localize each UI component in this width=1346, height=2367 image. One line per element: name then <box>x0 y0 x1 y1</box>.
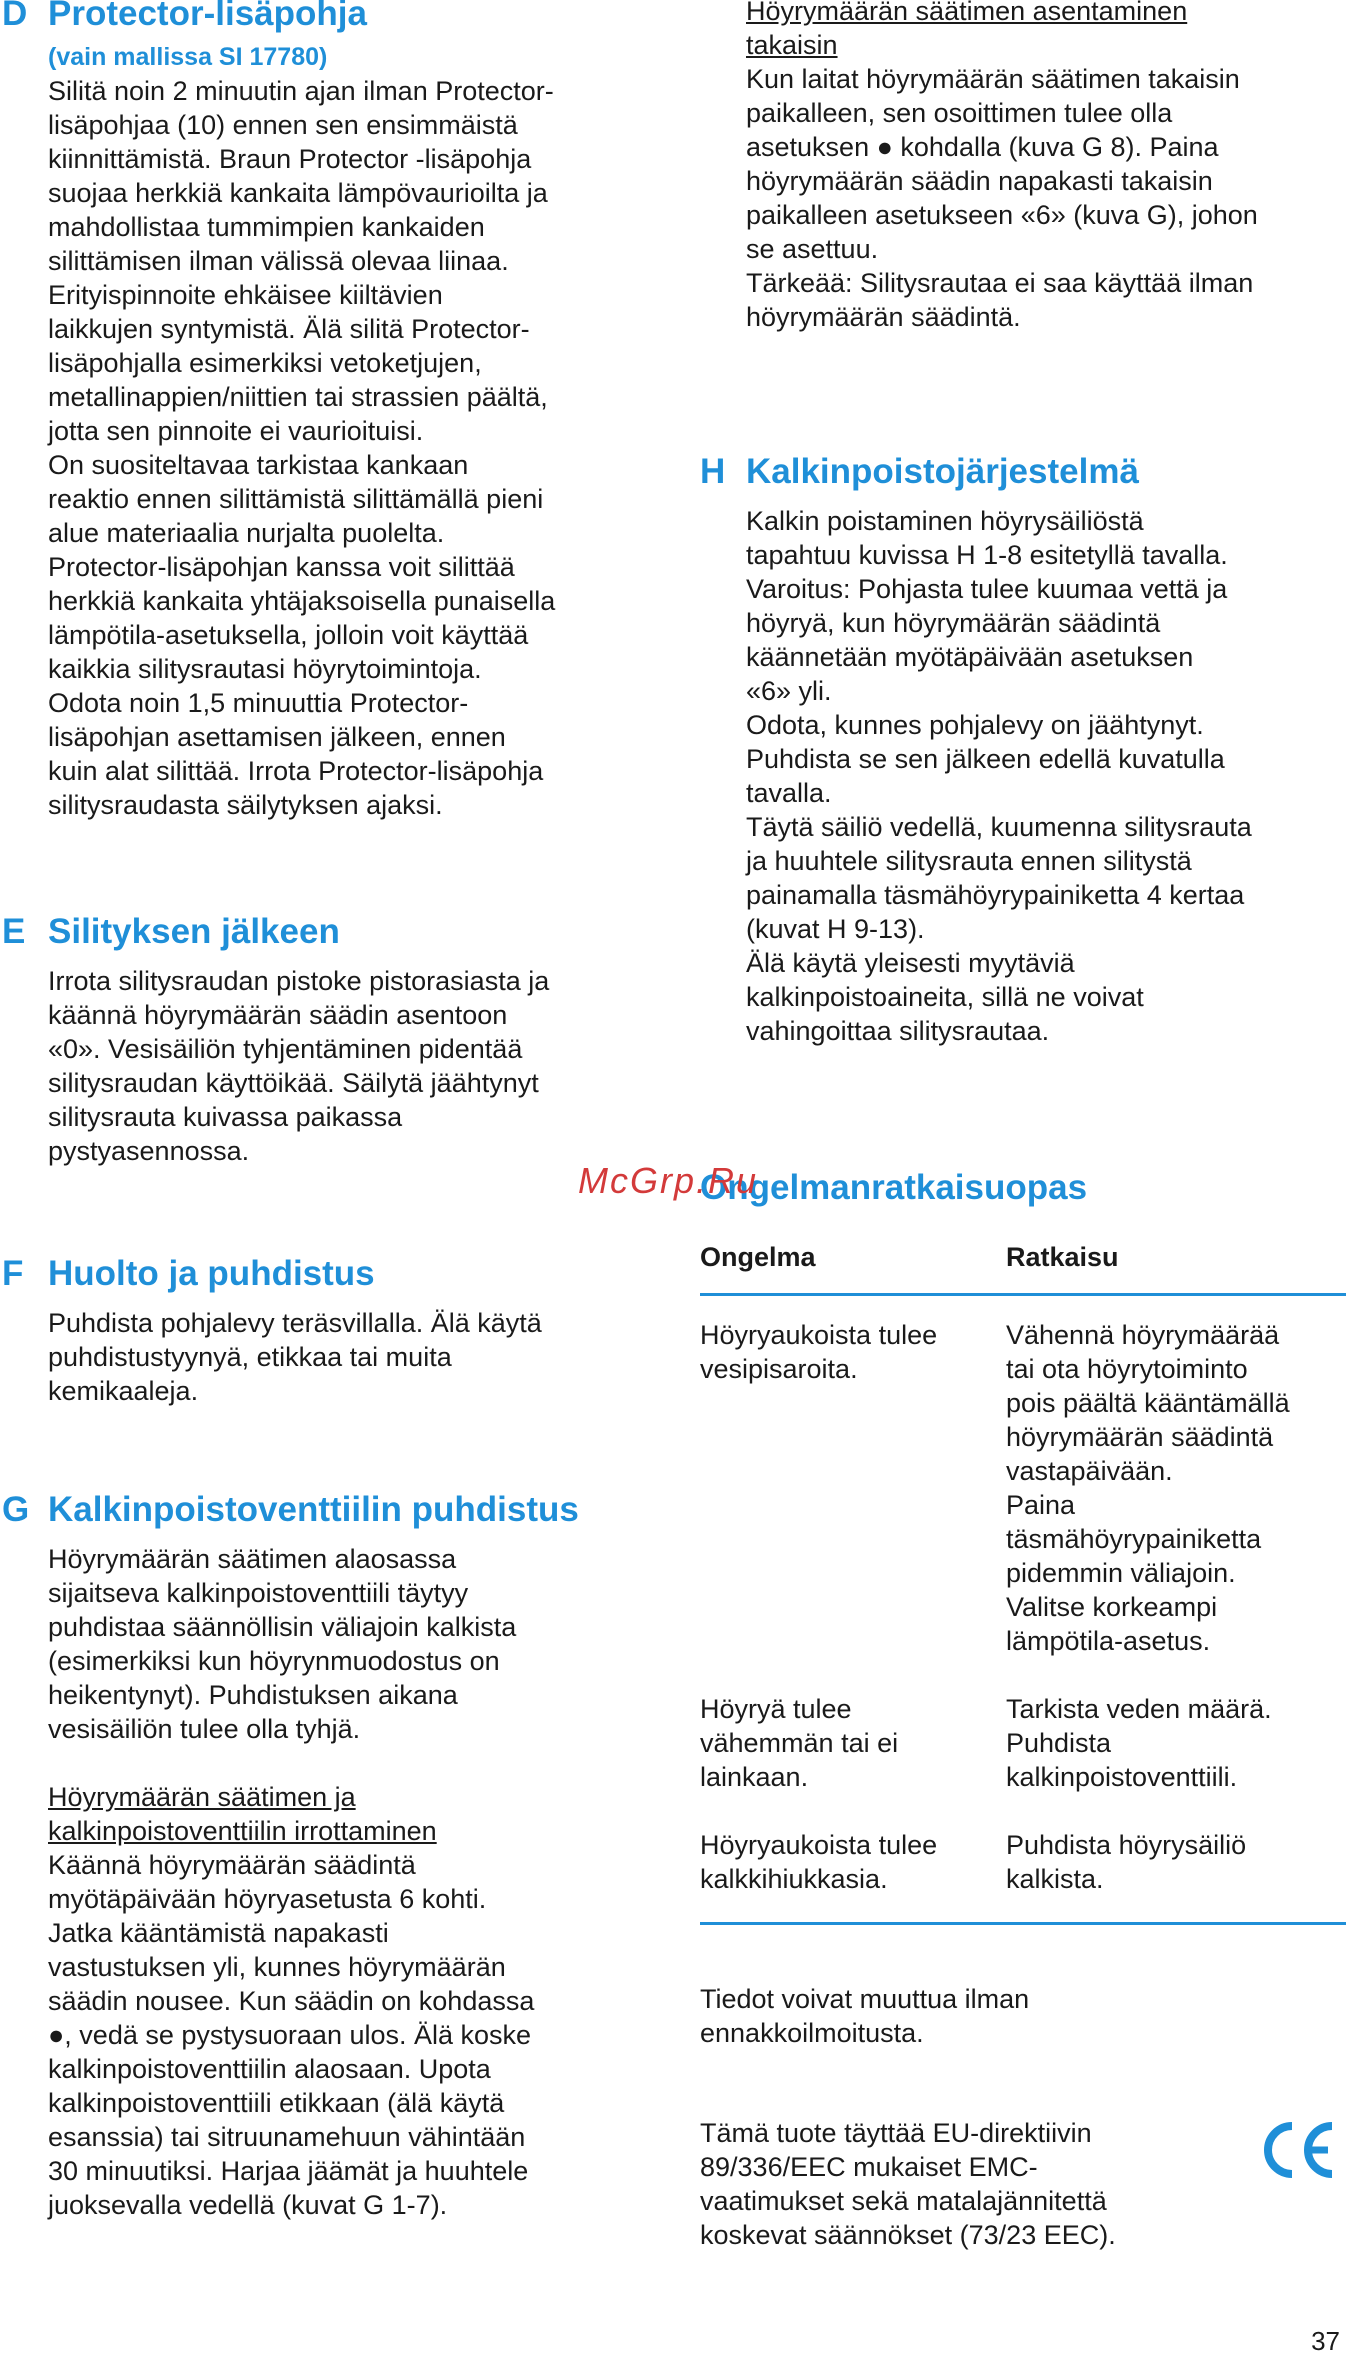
subheading: Höyrymäärän säätimen asentaminen takaisin <box>746 0 1188 60</box>
section-title: Huolto ja puhdistus <box>48 1254 375 1293</box>
table-row <box>700 1296 1346 1658</box>
section-d <box>0 0 660 822</box>
section-g <box>0 1490 660 2222</box>
paragraph: Puhdista pohjalevy teräsvillalla. Älä käytä puhdistustyynyä, etikkaa tai muita kemikaaleja. <box>48 1308 542 1406</box>
solution-cell: Vähennä höyrymäärää tai ota höyrytoiminto pois päältä kääntämällä höyrymäärän säädintä vastapäivään. Paina täsmähöyrypainiketta pidemmin väliajoin. Valitse korkeampi lämpötila-asetus. <box>1006 1320 1290 1656</box>
solution-cell: Puhdista höyrysäiliö kalkista. <box>1006 1830 1247 1894</box>
solution-cell: Tarkista veden määrä. Puhdista kalkinpoistoventtiili. <box>1006 1694 1272 1792</box>
section-g-continued <box>700 0 1346 334</box>
section-letter: D <box>2 0 28 33</box>
section-letter: H <box>700 452 726 491</box>
section-body <box>746 504 1346 1048</box>
section-body <box>48 1306 660 1408</box>
paragraph: Irrota silitysraudan pistoke pistorasiasta ja käännä höyrymäärän säädin asentoon «0». Vesisäiliön tyhjentäminen pidentää silitysraudan käyttöikää. Säilytä jäähtynyt silitysrauta kuivassa paikassa pystyasennossa. <box>48 966 550 1166</box>
page-number: 37 <box>1311 2326 1340 2356</box>
section-f <box>0 1254 660 1408</box>
column-header-solution: Ratkaisu <box>1006 1242 1119 1272</box>
section-title: Kalkinpoistojärjestelmä <box>746 452 1139 491</box>
paragraph: Käännä höyrymäärän säädintä myötäpäivään höyryasetusta 6 kohti. Jatka kääntämistä napakasti vastustuksen yli, kunnes höyrymäärän säädin nousee. Kun säädin on kohdassa ●, vedä se pystysuoraan ulos. Älä koske kalkinpoistoventtiilin alaosaan. Upota kalkinpoistoventtiili etikkaan (älä käytä esanssia) tai sitruunamehuun vähintään 30 minuutiksi. Harjaa jäämät ja huuhtele juoksevalla vedellä (kuvat G 1-7). <box>48 1850 535 2220</box>
section-h <box>700 452 1346 1048</box>
eu-statement <box>700 2110 1346 2252</box>
table-header <box>700 1242 1346 1296</box>
section-letter: E <box>2 912 26 951</box>
column-header-problem: Ongelma <box>700 1242 816 1272</box>
section-body <box>48 74 660 822</box>
notice-text <box>700 1982 1346 2050</box>
watermark: McGrp.Ru <box>578 1160 759 1201</box>
section-title: Silityksen jälkeen <box>48 912 340 951</box>
paragraph: Kalkin poistaminen höyrysäiliöstä tapahtuu kuvissa H 1-8 esitetyllä tavalla. Varoitus: Pohjasta tulee kuumaa vettä ja höyryä, kun höyrymäärän säädintä käännetään myötäpäivään asetuksen «6» yli. Odota, kunnes pohjalevy on jäähtynyt. Puhdista se sen jälkeen edellä kuvatulla tavalla. Täytä säiliö vedellä, kuumenna silitysrauta ja huuhtele silitysrauta ennen silitystä painamalla täsmähöyrypainiketta 4 kertaa (kuvat H 9-13). Älä käytä yleisesti myytäviä kalkinpoistoaineita, sillä ne voivat vahingoittaa silitysrautaa. <box>746 506 1252 1046</box>
table-bottom-rule <box>700 1922 1346 1925</box>
section-letter: G <box>2 1490 30 1529</box>
table-row <box>700 1794 1346 1896</box>
section-body <box>48 1542 660 2222</box>
section-letter: F <box>2 1254 24 1293</box>
section-subtitle: (vain mallissa SI 17780) <box>48 43 328 71</box>
paragraph: Höyrymäärän säätimen alaosassa sijaitseva kalkinpoistoventtiili täytyy puhdistaa säännöllisin väliajoin kalkista (esimerkiksi kun höyrynmuodostus on heikentynyt). Puhdistuksen aikana vesisäiliön tulee olla tyhjä. <box>48 1544 517 1744</box>
section-body <box>48 964 660 1168</box>
section-title: Protector-lisäpohja <box>48 0 367 33</box>
problem-cell: Höyryaukoista tulee kalkkihiukkasia. <box>700 1830 938 1894</box>
problem-cell: Höyryä tulee vähemmän tai ei lainkaan. <box>700 1694 899 1792</box>
problem-cell: Höyryaukoista tulee vesipisaroita. <box>700 1320 938 1384</box>
table-title: Ongelmanratkaisuopas <box>700 1168 1088 1207</box>
troubleshooting-table <box>700 1168 1346 1925</box>
table-row <box>700 1658 1346 1794</box>
eu-statement-text <box>700 2116 1346 2252</box>
section-e <box>0 912 660 1168</box>
paragraph: Kun laitat höyrymäärän säätimen takaisin paikalleen, sen osoittimen tulee olla asetuksen ● kohdalla (kuva G 8). Paina höyrymäärän säädin napakasti takaisin paikalleen asetukseen «6» (kuva G), johon se asettuu. Tärkeää: Silitysrautaa ei saa käyttää ilman höyrymäärän säädintä. <box>746 64 1258 332</box>
paragraph: Silitä noin 2 minuutin ajan ilman Protector- lisäpohjaa (10) ennen sen ensimmäistä kiinnittämistä. Braun Protector -lisäpohja suojaa herkkiä kankaita lämpövaurioilta ja mahdollistaa tummimpien kankaiden silittämisen ilman välissä olevaa liinaa. Erityispinnoite ehkäisee kiiltävien laikkujen syntymistä. Älä silitä Protector- lisäpohjalla esimerkiksi vetoketjujen, metallinappien/niittien tai strassien päältä, jotta sen pinnoite ei vaurioituisi. On suositeltavaa tarkistaa kankaan reaktio ennen silittämistä silittämällä pieni alue materiaalia nurjalta puolelta. Protector-lisäpohjan kanssa voit silittää herkkiä kankaita yhtäjaksoisella punaisella lämpötila-asetuksella, jolloin voit käyttää kaikkia silitysrautasi höyrytoimintoja. Odota noin 1,5 minuuttia Protector- lisäpohjan asettamisen jälkeen, ennen kuin alat silittää. Irrota Protector-lisäpohja silitysraudasta säilytyksen ajaksi. <box>48 76 556 820</box>
section-body <box>746 0 1346 334</box>
ce-mark-icon <box>1258 2118 1336 2182</box>
section-title: Kalkinpoistoventtiilin puhdistus <box>48 1490 579 1529</box>
paragraph: Tämä tuote täyttää EU-direktiivin 89/336/EEC mukaiset EMC- vaatimukset sekä matalajännitettä koskevat säännökset (73/23 EEC). <box>700 2118 1116 2250</box>
notice <box>700 1976 1346 2050</box>
subheading: Höyrymäärän säätimen ja kalkinpoistoventtiilin irrottaminen <box>48 1782 437 1846</box>
paragraph: Tiedot voivat muuttua ilman ennakkoilmoitusta. <box>700 1984 1030 2048</box>
